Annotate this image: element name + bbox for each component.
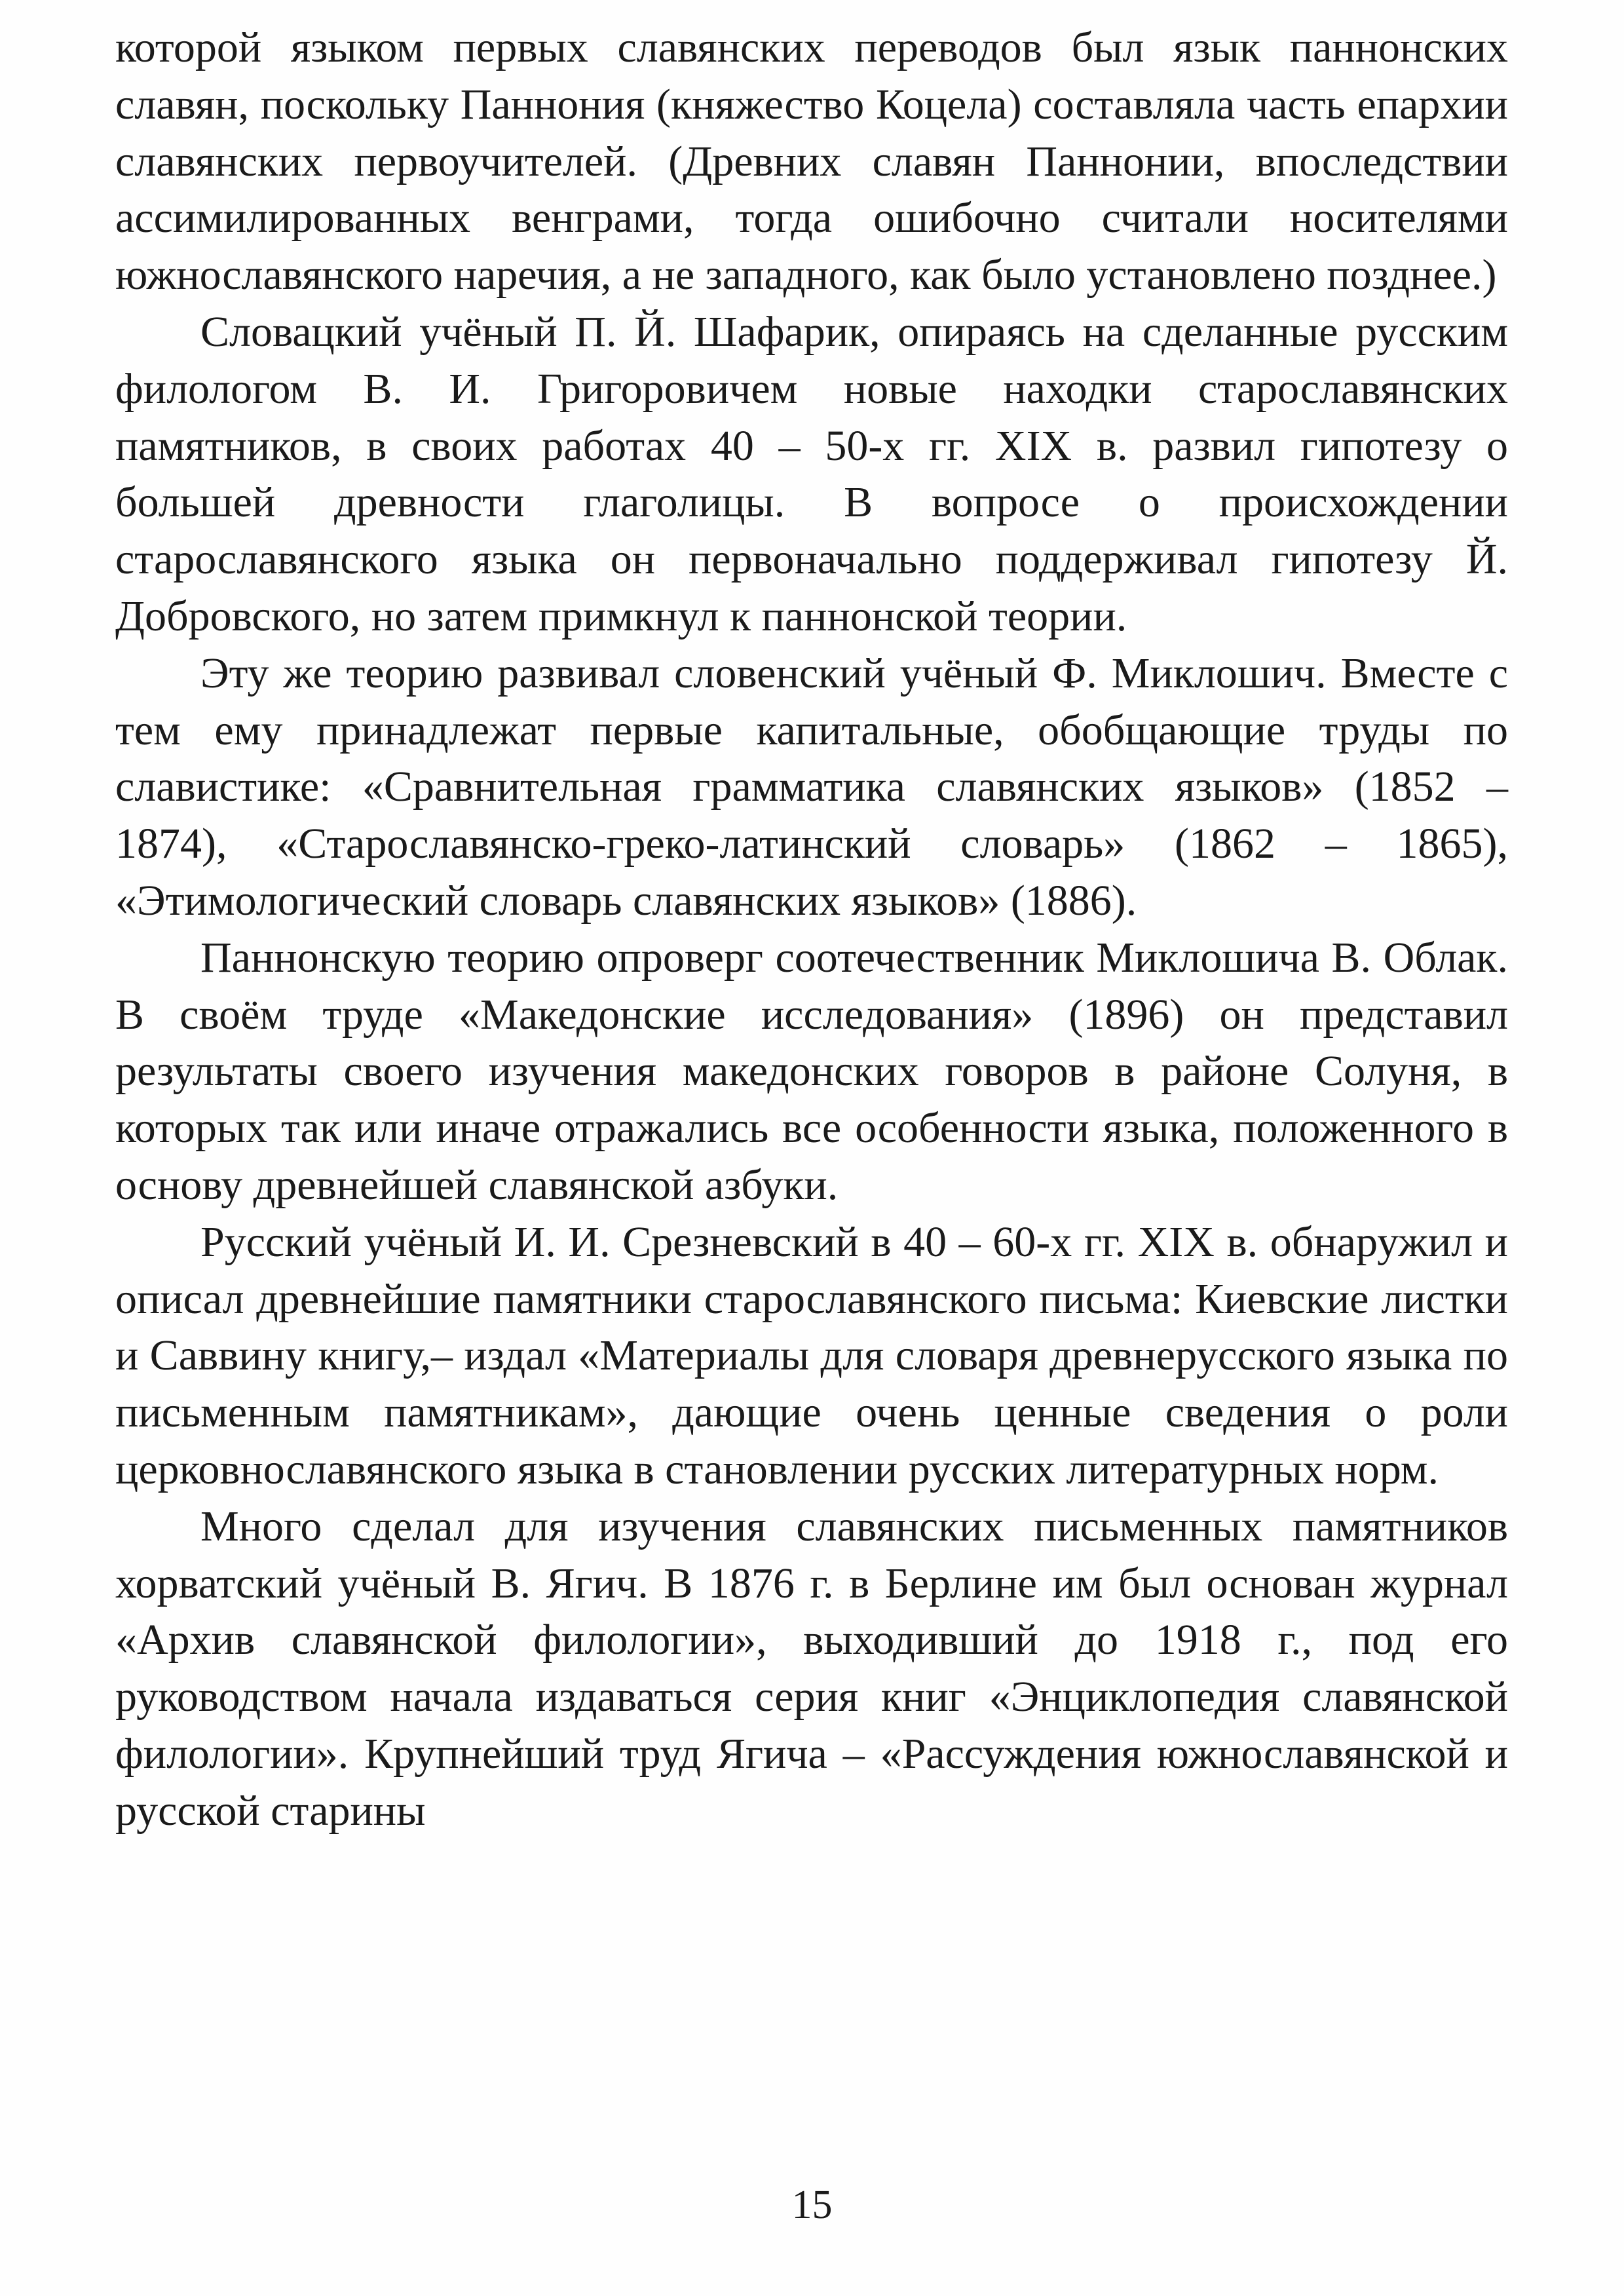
- paragraph-1: которой языком первых славянских переводов был язык паннонских славян, поскольку Паннония (княжество Коцела) составляла часть епархии славянских первоучителей. (Древних славян Паннонии, впоследствии ассимилированных венграми, тогда ошибочно считали носителями южнославянского наречия, а не западного, как было установлено позднее.): [115, 24, 1508, 299]
- paragraph-2: Словацкий учёный П. Й. Шафарик, опираясь на сделанные русским филологом В. И. Григоровичем новые находки старославянских памятников, в своих работах 40 – 50-х гг. XIX в. развил гипотезу о большей древности глаголицы. В вопросе о происхождении старославянского языка он первоначально поддерживал гипотезу Й. Добровского, но затем примкнул к паннонской теории.: [115, 307, 1508, 640]
- paragraph-3: Эту же теорию развивал словенский учёный Ф. Миклошич. Вместе с тем ему принадлежат первые капитальные, обобщающие труды по славистике: «Сравнительная грамматика славянских языков» (1852 – 1874), «Старославянско-греко-латинский словарь» (1862 – 1865), «Этимологический словарь славянских языков» (1886).: [115, 649, 1508, 925]
- page-number: 15: [791, 2183, 833, 2227]
- paragraph-6: Много сделал для изучения славянских письменных памятников хорватский учёный В. Ягич. В 1876 г. в Берлине им был основан журнал «Архив славянской филологии», выходивший до 1918 г., под его руководством начала издаваться серия книг «Энциклопедия славянской филологии». Крупнейший труд Ягича – «Рассуждения южнославянской и русской старины: [115, 1502, 1508, 1835]
- paragraph-5: Русский учёный И. И. Срезневский в 40 – 60-х гг. XIX в. обнаружил и описал древнейшие памятники старославянского письма: Киевские листки и Саввину книгу,– издал «Материалы для словаря древнерусского языка по письменным памятникам», дающие очень ценные сведения о роли церковнославянского языка в становлении русских литературных норм.: [115, 1217, 1508, 1493]
- body-text: [115, 20, 1508, 1840]
- paragraph-4: Паннонскую теорию опроверг соотечественник Миклошича В. Облак. В своём труде «Македонские исследования» (1896) он представил результаты своего изучения македонских говоров в районе Солуня, в которых так или иначе отражались все особенности языка, положенного в основу древнейшей славянской азбуки.: [115, 933, 1508, 1209]
